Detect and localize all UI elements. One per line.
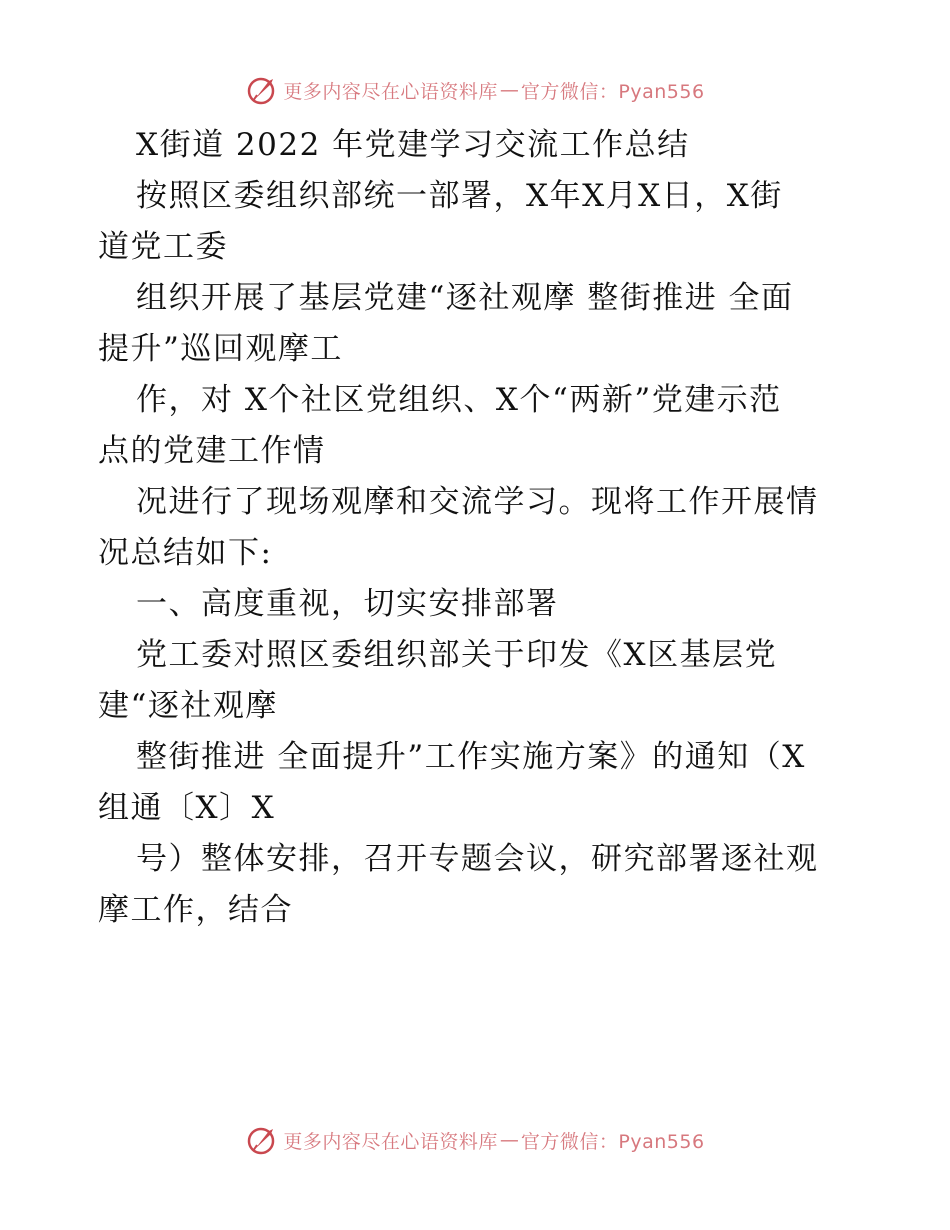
text-line: 建“逐社观摩 (98, 688, 278, 724)
quill-logo-icon (245, 1123, 279, 1157)
document-body (98, 120, 858, 936)
watermark-separator: — (499, 1129, 519, 1151)
text-line: 况总结如下: (98, 535, 273, 571)
header-watermark (0, 72, 950, 108)
text-line: 组通〔X〕X (98, 790, 276, 826)
text-line: 组织开展了基层党建“逐社观摩 整街推进 全面 (136, 280, 794, 316)
text-line: 按照区委组织部统一部署，X年X月X日，X街 (136, 178, 783, 214)
text-line: X街道 2022 年党建学习交流工作总结 (136, 127, 690, 163)
text-line: 摩工作，结合 (98, 892, 293, 928)
text-line: 整街推进 全面提升”工作实施方案》的通知（X (136, 739, 806, 775)
watermark-site-text: 更多内容尽在心语资料库 (283, 80, 498, 103)
text-line: 提升”巡回观摩工 (98, 331, 343, 367)
text-line: 况进行了现场观摩和交流学习。现将工作开展情 (136, 484, 819, 520)
watermark-wechat-text: 官方微信：Pyan556 (520, 1130, 705, 1153)
text-line: 一、高度重视，切实安排部署 (136, 586, 559, 622)
text-line: 号）整体安排，召开专题会议，研究部署逐社观 (136, 841, 819, 877)
watermark-separator: — (499, 79, 519, 101)
text-line: 党工委对照区委组织部关于印发《X区基层党 (136, 637, 778, 673)
text-line: 点的党建工作情 (98, 433, 326, 469)
watermark-site-text: 更多内容尽在心语资料库 (283, 1130, 498, 1153)
text-line: 作，对 X个社区党组织、X个“两新”党建示范 (136, 382, 782, 418)
quill-logo-icon (245, 73, 279, 107)
watermark-wechat-text: 官方微信：Pyan556 (520, 80, 705, 103)
footer-watermark (0, 1122, 950, 1158)
text-line: 道党工委 (98, 229, 228, 265)
